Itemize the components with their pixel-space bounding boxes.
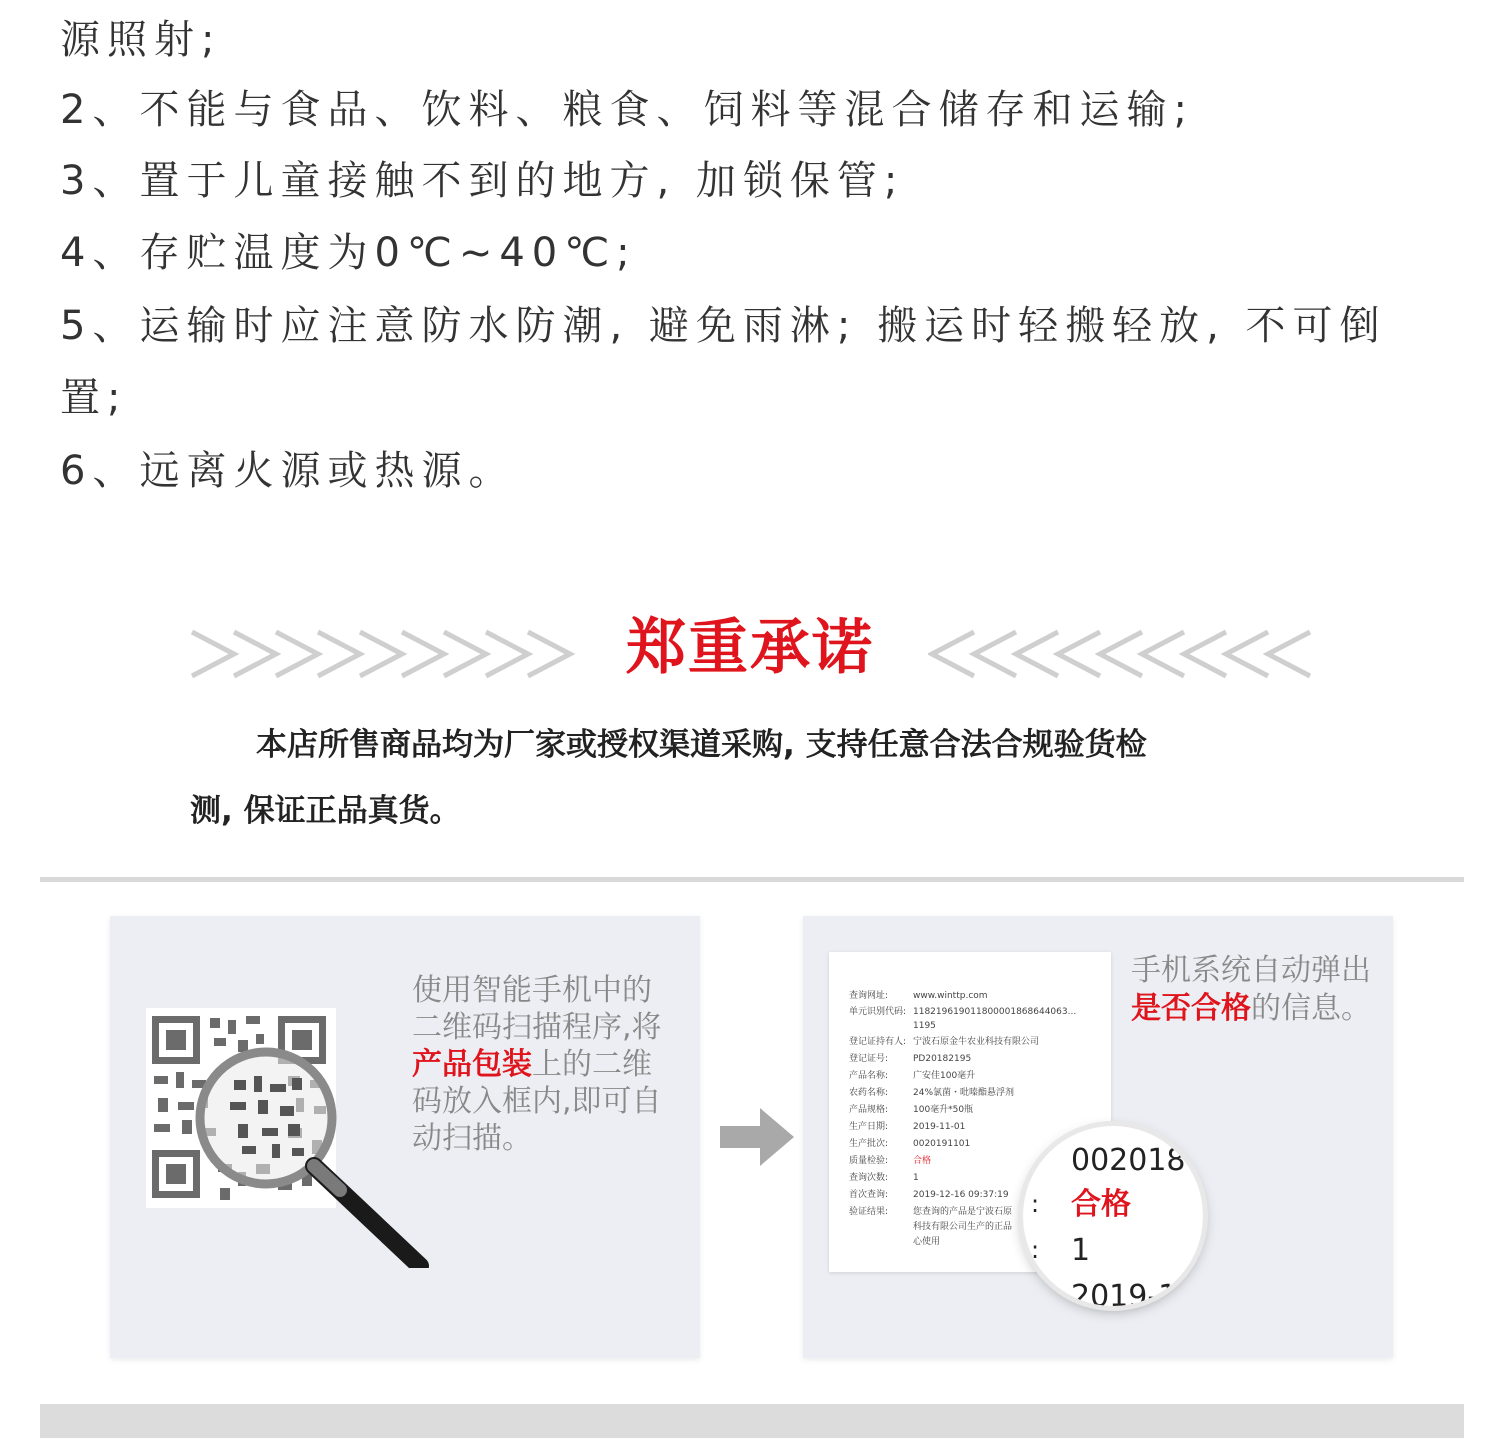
magnified-quality: 合格: [1071, 1187, 1131, 1222]
card-row: 质量检验: 合格: [849, 1156, 932, 1166]
result-step-panel: [803, 916, 1393, 1358]
arrow-right-icon: [718, 1106, 796, 1168]
storage-line: 4、存贮温度为0℃~40℃;: [60, 230, 637, 276]
card-row: 产品规格: 100毫升*50瓶: [849, 1105, 974, 1115]
magnified-date: 2019-1: [1071, 1279, 1178, 1306]
scan-instructions: [412, 972, 672, 1157]
storage-line: 置;: [60, 375, 128, 421]
footer-bar: [40, 1404, 1464, 1438]
scan-text: 上的二维码放入框内,即可自动扫描。: [412, 1047, 662, 1156]
magnified-colon: :: [1031, 1236, 1040, 1264]
card-row: 查询次数: 1: [849, 1173, 919, 1183]
storage-line: 2、不能与食品、饮料、粮食、饲料等混合储存和运输;: [60, 87, 1194, 133]
card-row: 产品名称: 广安佳100毫升: [849, 1071, 976, 1081]
card-row: 查询网址: www.winttp.com: [849, 991, 988, 1001]
card-row: 生产日期: 2019-11-01: [849, 1122, 966, 1132]
pass-fail-highlight: 是否合格: [1131, 991, 1251, 1026]
card-row: 验证结果: 您查询的产品是宁波石原: [849, 1207, 1013, 1217]
storage-line: 3、置于儿童接触不到的地方, 加锁保管;: [60, 158, 905, 204]
magnified-colon: :: [1031, 1190, 1040, 1218]
promise-text: 本店所售商品均为厂家或授权渠道采购, 支持任意合法合规验货检: [256, 727, 1147, 763]
scan-step-panel: [110, 916, 700, 1358]
storage-line: 5、运输时应注意防水防潮, 避免雨淋; 搬运时轻搬轻放, 不可倒: [60, 303, 1387, 349]
promise-text: 测, 保证正品真货。: [190, 793, 461, 829]
storage-line: 6、远离火源或热源。: [60, 448, 516, 494]
card-row: 登记证号: PD20182195: [849, 1054, 972, 1064]
magnified-detail: [1023, 1126, 1203, 1306]
product-package-highlight: 产品包装: [412, 1047, 532, 1082]
verification-card: 查询网址: www.winttp.com 单元识别代码: 118219619011800001868644063... 1195 登记证持有人: 宁波石原金牛农业科技有限公司 登记证号: PD20182195 产品名称: 广安佳100毫升 农药名称: 24%氯菌・吡嗪酯悬浮剂 产品规格: 100毫升*50瓶 生产日期: 2019-11-01 生产批次: 0020191101 质量检验: 合格 查询次数: 1 首次查询: 2019-12-16 09:37:19 验证结果: 您查询的产品是宁波石原 科技有限公司生产的正品 心使用: [829, 952, 1111, 1272]
divider: [40, 877, 1464, 882]
scan-text: 使用智能手机中的二维码扫描程序,将: [412, 973, 662, 1045]
card-row: 单元识别代码: 118219619011800001868644063...: [849, 1007, 1077, 1017]
magnified-count: 1: [1071, 1233, 1091, 1268]
card-row: 首次查询: 2019-12-16 09:37:19: [849, 1190, 1009, 1200]
promise-title: 郑重承诺: [626, 613, 874, 683]
result-text-line1: 手机系统自动弹出: [1131, 953, 1371, 988]
magnified-batch: 002018: [1071, 1143, 1186, 1178]
result-description: [1131, 952, 1371, 1028]
result-text-line2: 是否合格的信息。: [1131, 991, 1371, 1026]
qr-code-magnifier-icon: [138, 968, 438, 1268]
card-row: 生产批次: 0020191101: [849, 1139, 971, 1149]
chevron-left-decoration-icon: [928, 622, 1318, 686]
storage-line: 源照射;: [60, 17, 222, 63]
card-row: 登记证持有人: 宁波石原金牛农业科技有限公司: [849, 1037, 1040, 1047]
card-row: 农药名称: 24%氯菌・吡嗪酯悬浮剂: [849, 1088, 1015, 1098]
